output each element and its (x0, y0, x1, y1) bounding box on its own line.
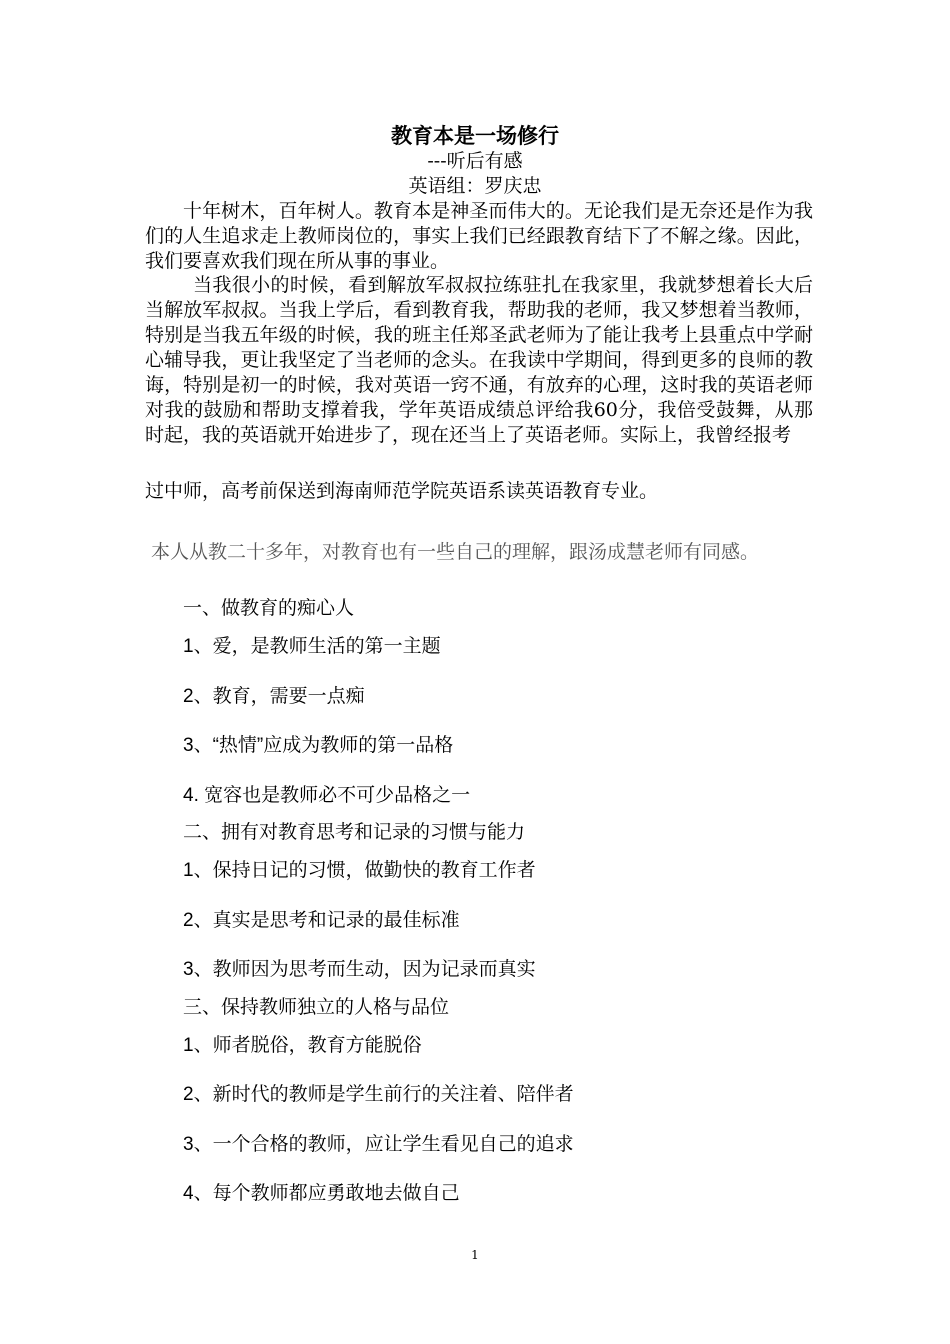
outline-item-1-2: 2、教育，需要一点痴 (183, 686, 365, 707)
document-subtitle: ---听后有感 (427, 150, 523, 172)
outline-heading-2: 二、拥有对教育思考和记录的习惯与能力 (183, 822, 526, 843)
outline-item-3-2: 2、新时代的教师是学生前行的关注着、陪伴者 (183, 1084, 574, 1105)
outline-item-1-4: 4. 宽容也是教师必不可少品格之一 (183, 785, 471, 806)
page-number: 1 (471, 1248, 479, 1262)
document-author: 英语组：罗庆忠 (408, 175, 542, 197)
outline-item-1-1: 1、爱，是教师生活的第一主题 (183, 636, 441, 657)
outline-heading-3: 三、保持教师独立的人格与品位 (183, 997, 450, 1018)
outline-item-3-3: 3、一个合格的教师，应让学生看见自己的追求 (183, 1134, 574, 1155)
outline-heading-1: 一、做教育的痴心人 (183, 598, 355, 619)
paragraph-intro: 十年树木，百年树人。教育本是神圣而伟大的。无论我们是无奈还是作为我们的人生追求走上教师岗位的，事实上我们已经跟教育结下了不解之缘。因此，我们要喜欢我们现在所从事的事业。 (145, 200, 813, 272)
paragraph-reflection: 本人从教二十多年，对教育也有一些自己的理解，跟汤成慧老师有同感。 (151, 541, 760, 563)
document-title: 教育本是一场修行 (391, 124, 559, 148)
outline-item-2-2: 2、真实是思考和记录的最佳标准 (183, 910, 460, 931)
paragraph-story: 当我很小的时候，看到解放军叔叔拉练驻扎在我家里，我就梦想着长大后当解放军叔叔。当我上学后，看到教育我，帮助我的老师，我又梦想着当教师，特别是当我五年级的时候，我的班主任郑圣武老师为了能让我考上县重点中学耐心辅导我，更让我坚定了当老师的念头。在我读中学期间，得到更多的良师的教诲，特别是初一的时候，我对英语一窍不通，有放弃的心理，这时我的英语老师对我的鼓励和帮助支撑着我，学年英语成绩总评给我60分，我倍受鼓舞，从那时起，我的英语就开始进步了，现在还当上了英语老师。实际上，我曾经报考 (145, 274, 813, 446)
outline-item-2-1: 1、保持日记的习惯，做勤快的教育工作者 (183, 860, 536, 881)
outline-item-3-4: 4、每个教师都应勇敢地去做自己 (183, 1183, 460, 1204)
outline-item-2-3: 3、教师因为思考而生动，因为记录而真实 (183, 959, 536, 980)
outline-item-3-1: 1、师者脱俗，教育方能脱俗 (183, 1035, 422, 1056)
paragraph-story-end: 过中师，高考前保送到海南师范学院英语系读英语教育专业。 (145, 480, 659, 502)
outline-item-1-3: 3、“热情”应成为教师的第一品格 (183, 735, 454, 756)
